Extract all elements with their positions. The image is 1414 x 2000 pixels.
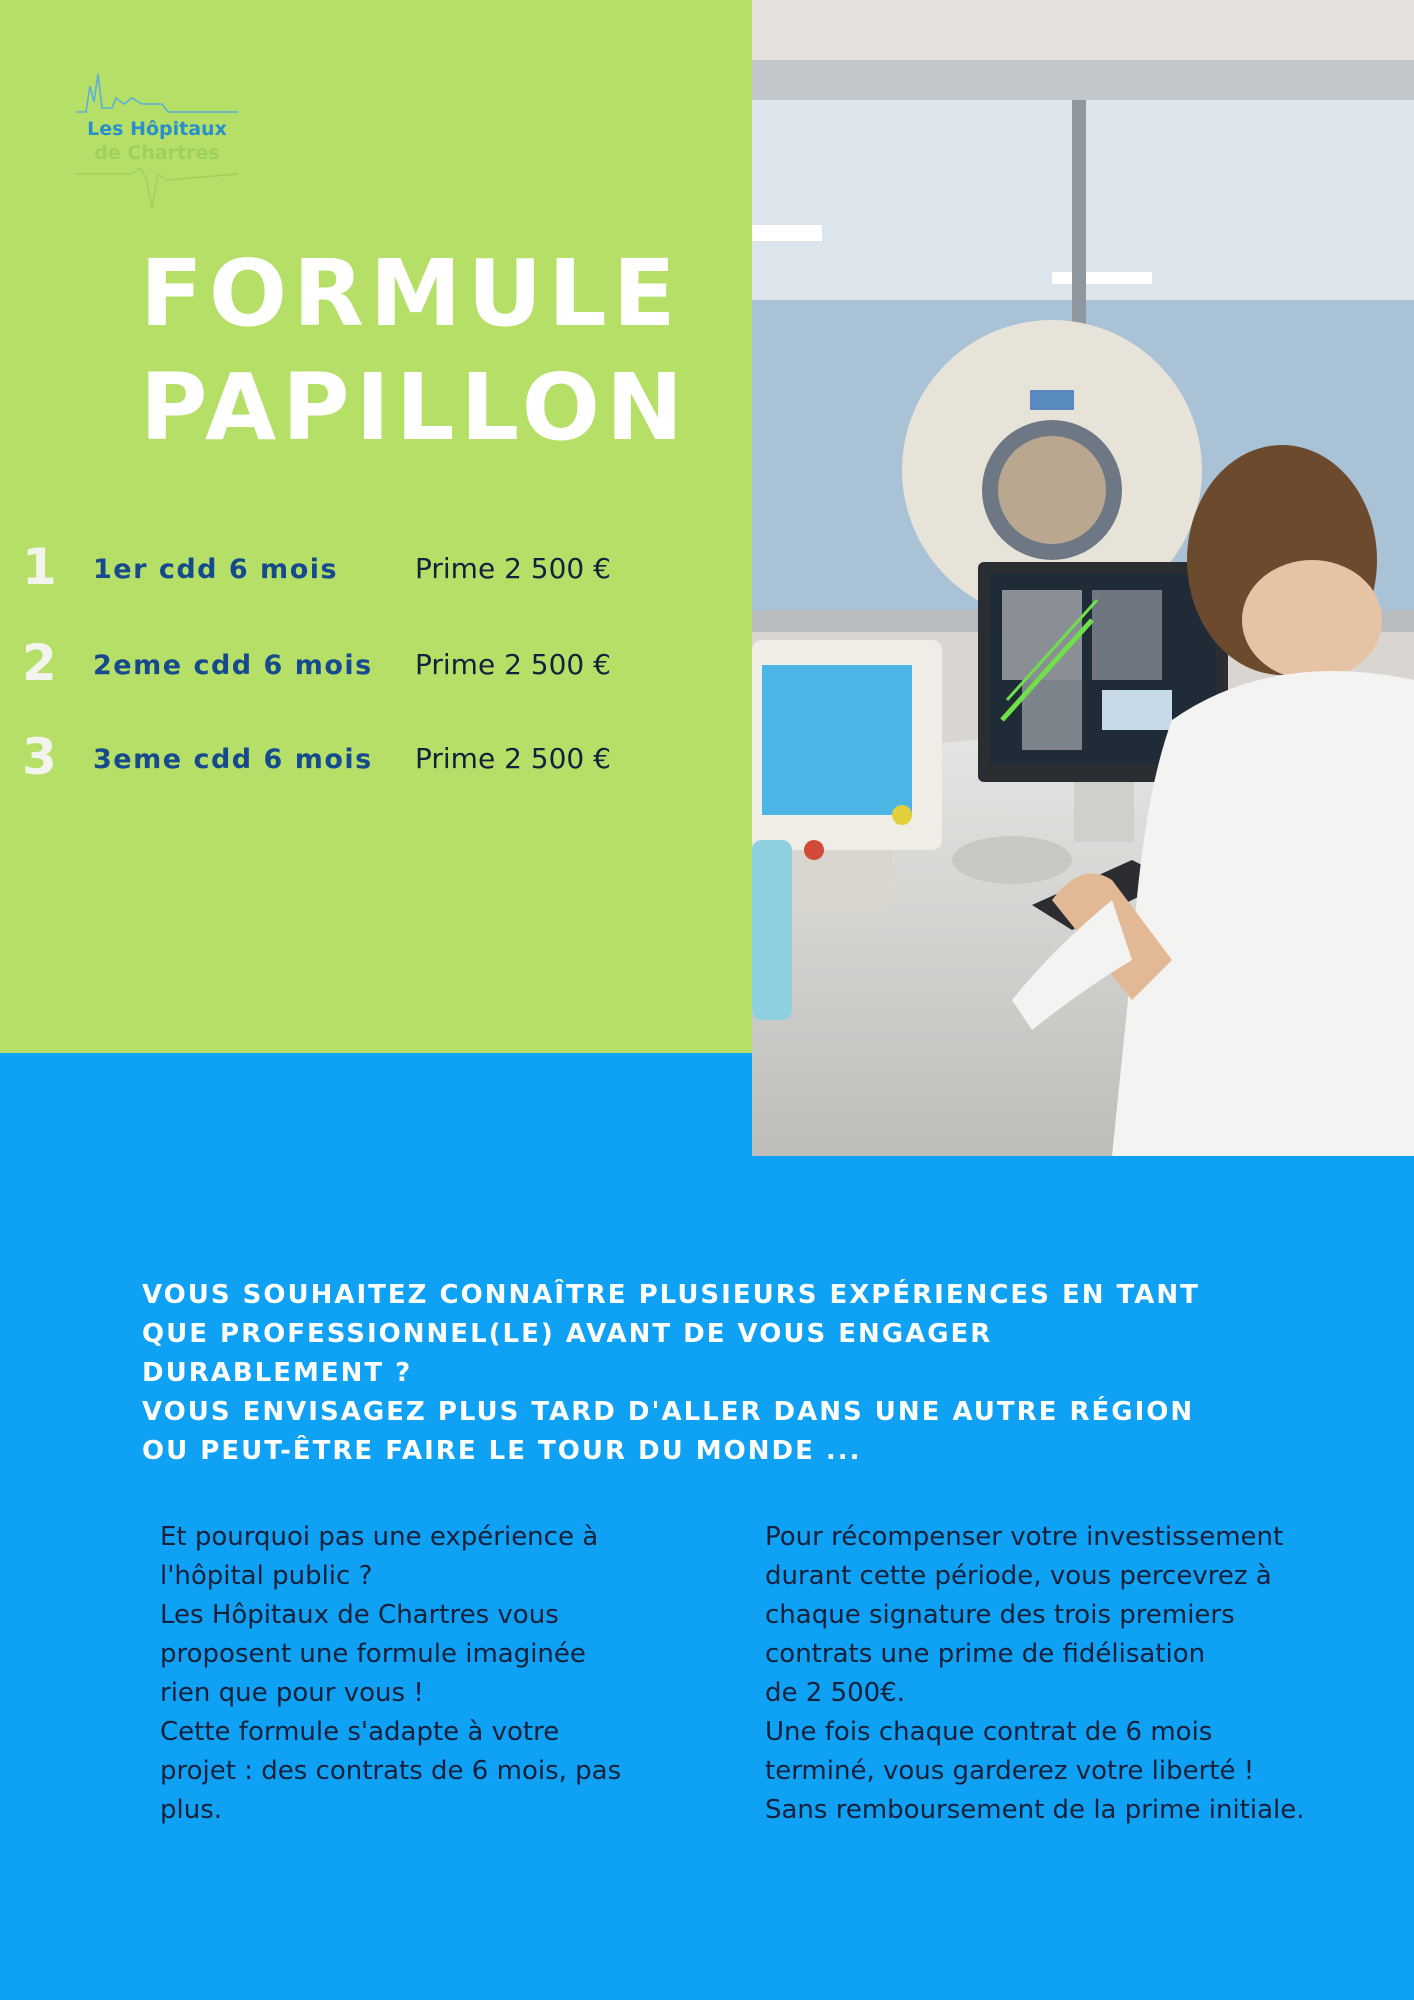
- body-line: Et pourquoi pas une expérience à: [160, 1522, 599, 1552]
- step-row-2: [0, 634, 740, 698]
- body-line: Pour récompenser votre investissement: [765, 1522, 1284, 1552]
- headline: [142, 1276, 1302, 1471]
- headline-line: OU PEUT-ÊTRE FAIRE LE TOUR DU MONDE ...: [142, 1436, 862, 1466]
- body-line: Cette formule s'adapte à votre: [160, 1717, 560, 1747]
- step-number: 1: [22, 538, 57, 596]
- body-line: plus.: [160, 1795, 223, 1825]
- step-prime: Prime 2 500 €: [415, 552, 611, 585]
- headline-line: QUE PROFESSIONNEL(LE) AVANT DE VOUS ENGAGER: [142, 1319, 993, 1349]
- step-prime: Prime 2 500 €: [415, 648, 611, 681]
- body-line: contrats une prime de fidélisation: [765, 1639, 1206, 1669]
- body-line: de 2 500€.: [765, 1678, 906, 1708]
- title-line-1: FORMULE: [140, 240, 682, 347]
- right-column-text: [765, 1518, 1365, 1830]
- body-line: Une fois chaque contrat de 6 mois: [765, 1717, 1213, 1747]
- hospital-logo: [72, 68, 242, 216]
- body-line: chaque signature des trois premiers: [765, 1600, 1235, 1630]
- step-label: 3eme cdd 6 mois: [93, 744, 373, 775]
- body-line: l'hôpital public ?: [160, 1561, 373, 1591]
- logo-text-line1: Les Hôpitaux: [87, 118, 227, 140]
- radiology-photo: [752, 0, 1414, 1156]
- step-number: 3: [22, 728, 57, 786]
- headline-line: VOUS SOUHAITEZ CONNAÎTRE PLUSIEURS EXPÉRIENCES EN TANT: [142, 1280, 1200, 1310]
- body-line: projet : des contrats de 6 mois, pas: [160, 1756, 622, 1786]
- headline-line: VOUS ENVISAGEZ PLUS TARD D'ALLER DANS UNE AUTRE RÉGION: [142, 1397, 1195, 1427]
- body-line: proposent une formule imaginée: [160, 1639, 586, 1669]
- title-line-2: PAPILLON: [140, 354, 690, 461]
- body-line: durant cette période, vous percevrez à: [765, 1561, 1272, 1591]
- step-prime: Prime 2 500 €: [415, 742, 611, 775]
- step-label: 2eme cdd 6 mois: [93, 650, 373, 681]
- step-row-3: [0, 728, 740, 792]
- step-label: 1er cdd 6 mois: [93, 554, 339, 585]
- step-number: 2: [22, 634, 57, 692]
- left-column-text: [160, 1518, 720, 1830]
- body-line: terminé, vous garderez votre liberté !: [765, 1756, 1255, 1786]
- headline-line: DURABLEMENT ?: [142, 1358, 413, 1388]
- body-line: Les Hôpitaux de Chartres vous: [160, 1600, 559, 1630]
- body-line: rien que pour vous !: [160, 1678, 424, 1708]
- radiology-scene-illustration: [752, 0, 1414, 1156]
- body-line: Sans remboursement de la prime initiale.: [765, 1795, 1305, 1825]
- logo-text-line2: de Chartres: [94, 142, 220, 164]
- step-row-1: [0, 538, 740, 602]
